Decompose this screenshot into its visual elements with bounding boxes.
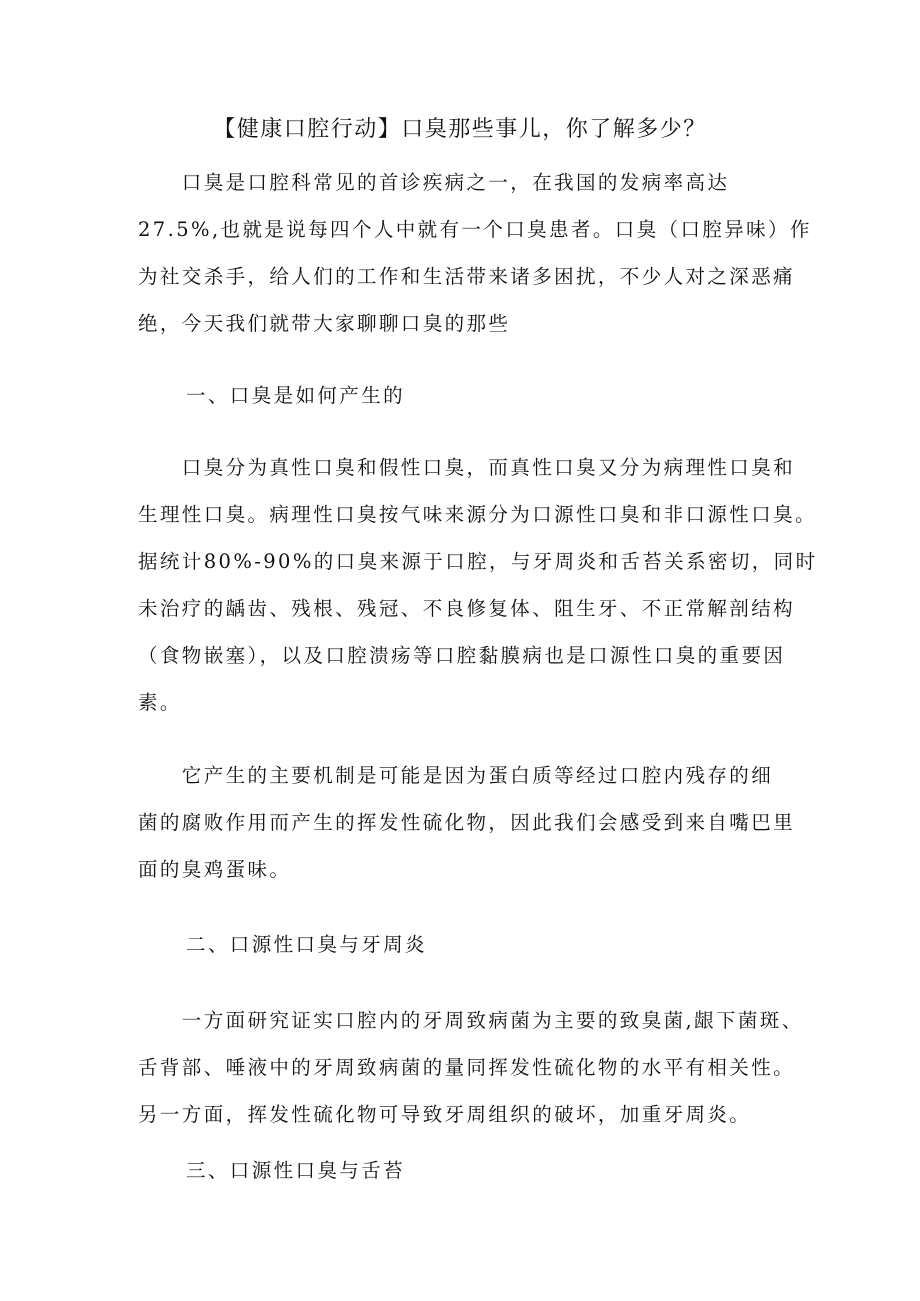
text-line: 27.5%,也就是说每四个人中就有一个口臭患者。口臭（口腔异味）作 <box>138 218 812 241</box>
section-heading-2: 二、口源性口臭与牙周炎 <box>186 933 427 956</box>
text-line: 为社交杀手，给人们的工作和生活带来诸多困扰，不少人对之深恶痛 <box>138 265 796 288</box>
text-line: 据统计80%-90%的口臭来源于口腔，与牙周炎和舌苔关系密切，同时 <box>138 550 818 573</box>
text-line: 未治疗的龋齿、残根、残冠、不良修复体、阻生牙、不正常解剖结构 <box>138 597 796 620</box>
section-heading-1: 一、口臭是如何产生的 <box>186 384 406 407</box>
text-line: 绝，今天我们就带大家聊聊口臭的那些 <box>138 312 511 335</box>
text-line: 素。 <box>138 691 182 714</box>
text-line: 面的臭鸡蛋味。 <box>138 858 292 881</box>
page-title: 【健康口腔行动】口臭那些事儿，你了解多少？ <box>213 117 707 142</box>
text-line: （食物嵌塞），以及口腔溃疡等口腔黏膜病也是口源性口臭的重要因 <box>138 644 786 667</box>
section1-paragraph-1 <box>138 444 818 726</box>
section1-paragraph-2 <box>138 752 796 893</box>
text-line: 一方面研究证实口腔内的牙周致病菌为主要的致臭菌,龈下菌斑、 <box>138 1009 804 1032</box>
section2-paragraph-1 <box>138 997 804 1138</box>
text-line: 菌的腐败作用而产生的挥发性硫化物，因此我们会感受到来自嘴巴里 <box>138 811 796 834</box>
text-line: 口臭是口腔科常见的首诊疾病之一，在我国的发病率高达 <box>138 171 730 194</box>
text-line: 生理性口臭。病理性口臭按气味来源分为口源性口臭和非口源性口臭。 <box>138 503 817 526</box>
section-heading-3: 三、口源性口臭与舌苔 <box>186 1159 406 1182</box>
text-line: 舌背部、唾液中的牙周致病菌的量同挥发性硫化物的水平有相关性。 <box>138 1056 796 1079</box>
intro-paragraph <box>138 159 812 347</box>
text-line: 口臭分为真性口臭和假性口臭，而真性口臭又分为病理性口臭和 <box>138 456 796 479</box>
text-line: 另一方面，挥发性硫化物可导致牙周组织的破坏，加重牙周炎。 <box>138 1103 752 1126</box>
text-line: 它产生的主要机制是可能是因为蛋白质等经过口腔内残存的细 <box>138 764 774 787</box>
